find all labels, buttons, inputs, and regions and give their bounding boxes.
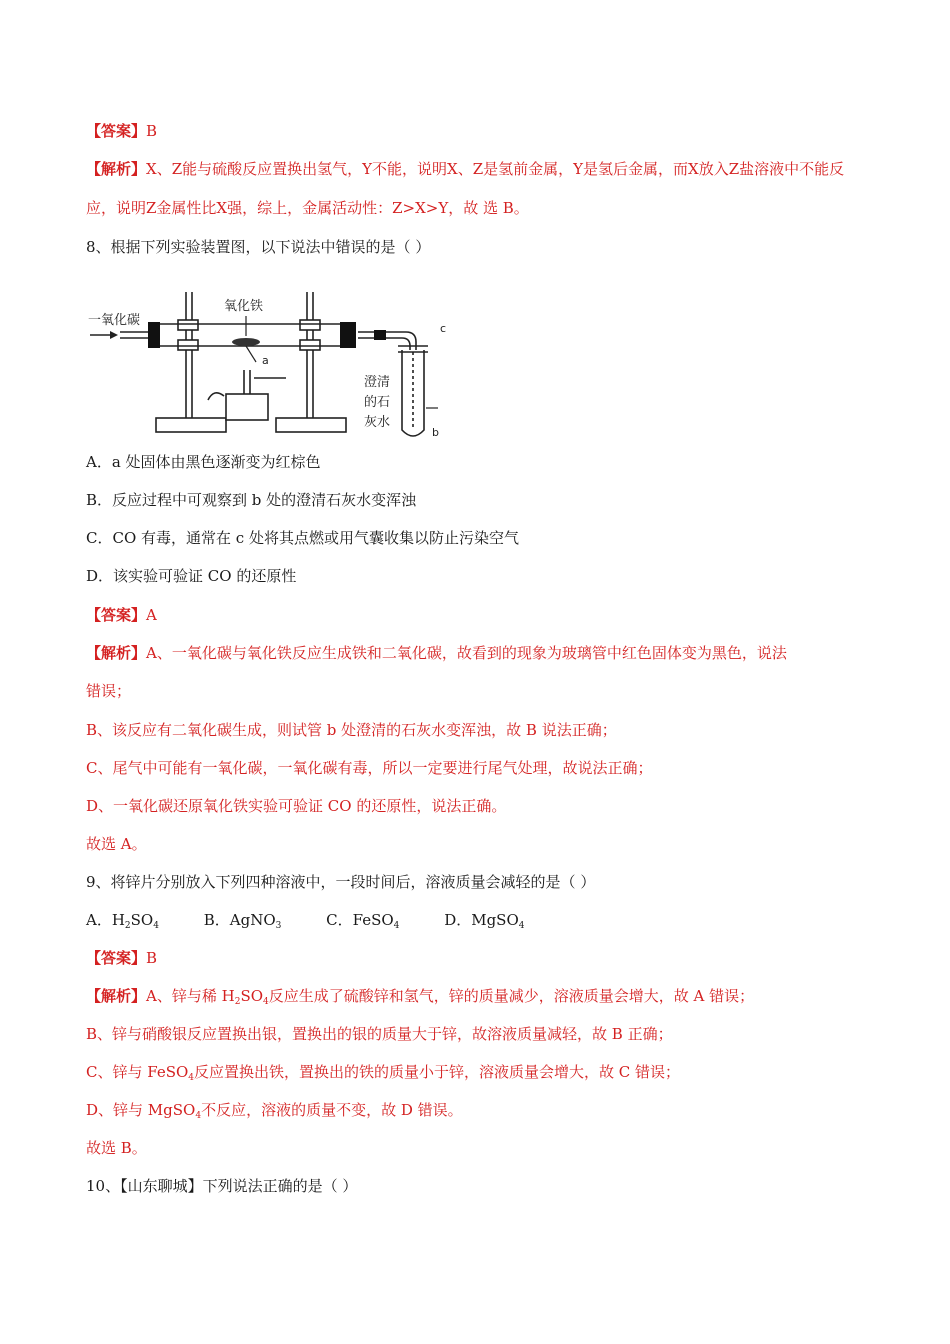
label-c: c <box>440 322 447 335</box>
q9-options <box>86 909 564 937</box>
q9-conclusion: 故选 B。 <box>86 1139 147 1157</box>
label-lime-water-1: 澄清 <box>364 375 391 390</box>
q7-analysis-line-1 <box>86 158 844 180</box>
q7-answer-line <box>86 120 157 142</box>
q9-analysis-line-2: B、锌与硝酸银反应置换出银，置换出的银的质量大于锌，故溶液质量减轻，故 B 正确； <box>86 1025 673 1043</box>
q9-analysis-line-3: C、锌与 FeSO$_4$反应置换出铁，置换出的铁的质量小于锌，溶液质量会增大，故 C 错误； <box>86 1063 681 1083</box>
label-iron-oxide: 氧化铁 <box>224 299 264 314</box>
analysis-tag: 【解析】 <box>86 160 147 178</box>
answer-value: B <box>146 122 158 140</box>
label-lime-water-2: 的石 <box>364 395 391 410</box>
q7-analysis-line-2: 应，说明Z金属性比X强，综上，金属活动性：Z>X>Y，故 选 B。 <box>86 199 529 217</box>
co-reduction-apparatus-diagram <box>86 290 456 440</box>
q9-analysis-line-4: D、锌与 MgSO$_4$不反应，溶液的质量不变，故 D 错误。 <box>86 1101 463 1121</box>
q9-analysis-line-1: 【解析】A、锌与稀 $H_2SO_4$反应生成了硫酸锌和氢气，锌的质量减少，溶液质量会增大，故 A 错误； <box>86 987 755 1007</box>
analysis-text: X、Z能与硫酸反应置换出氢气，Y不能，说明X、Z是氢前金属，Y是氢后金属，而X放入Z盐溶液中不能反 <box>146 160 845 178</box>
answer-value: B <box>146 949 158 967</box>
right-stand-base <box>276 418 346 432</box>
rubber-connector <box>374 330 386 340</box>
q8-stem: 8、根据下列实验装置图，以下说法中错误的是（ ） <box>86 238 431 256</box>
q8-option-a: A．a 处固体由黑色逐渐变为红棕色 <box>86 453 321 471</box>
answer-tag: 【答案】 <box>86 949 147 967</box>
q8-analysis-line-1 <box>86 642 787 664</box>
answer-tag: 【答案】 <box>86 606 147 624</box>
q8-analysis-line-5: D、一氧化碳还原氧化铁实验可验证 CO 的还原性，说法正确。 <box>86 797 507 815</box>
q8-analysis-line-4: C、尾气中可能有一氧化碳，一氧化碳有毒，所以一定要进行尾气处理，故说法正确； <box>86 759 653 777</box>
q9-option-a: A．$H_2SO_4$ <box>86 911 159 931</box>
analysis-text: A、一氧化碳与氧化铁反应生成铁和二氧化碳，故看到的现象为玻璃管中红色固体变为黑色，说法 <box>146 644 787 662</box>
q9-stem: 9、将锌片分别放入下列四种溶液中，一段时间后，溶液质量会减轻的是（ ） <box>86 873 596 891</box>
q8-conclusion: 故选 A。 <box>86 835 147 853</box>
left-clamp-top <box>178 320 198 330</box>
q8-analysis-line-3: B、该反应有二氧化碳生成，则试管 b 处澄清的石灰水变浑浊，故 B 说法正确； <box>86 721 617 739</box>
alcohol-lamp <box>226 394 268 420</box>
left-stopper <box>148 322 160 348</box>
q8-answer-line <box>86 604 157 626</box>
test-tube <box>402 350 424 436</box>
q8-option-c: C．CO 有毒，通常在 c 处将其点燃或用气囊收集以防止污染空气 <box>86 529 519 547</box>
q8-option-d: D．该实验可验证 CO 的还原性 <box>86 567 297 585</box>
q10-stem: 10、【山东聊城】下列说法正确的是（ ） <box>86 1177 358 1195</box>
label-co: 一氧化碳 <box>88 313 141 328</box>
q9-option-d: D．MgSO$_4$ <box>444 911 525 931</box>
iron-oxide-powder <box>232 338 260 346</box>
left-clamp-bottom <box>178 340 198 350</box>
q9-option-b: B．AgNO$_3$ <box>203 911 282 931</box>
left-stand-base <box>156 418 226 432</box>
label-lime-water-3: 灰水 <box>364 415 391 430</box>
label-b: b <box>432 426 439 439</box>
analysis-tag: 【解析】 <box>86 987 147 1005</box>
right-clamp-bottom <box>300 340 320 350</box>
label-a: a <box>262 354 269 367</box>
right-clamp-top <box>300 320 320 330</box>
q8-analysis-line-2: 错误； <box>86 682 132 700</box>
q9-option-c: C．FeSO$_4$ <box>326 911 400 931</box>
analysis-tag: 【解析】 <box>86 644 147 662</box>
q9-answer-line <box>86 947 157 969</box>
answer-tag: 【答案】 <box>86 122 147 140</box>
answer-value: A <box>146 606 157 624</box>
q8-option-b: B．反应过程中可观察到 b 处的澄清石灰水变浑浊 <box>86 491 417 509</box>
